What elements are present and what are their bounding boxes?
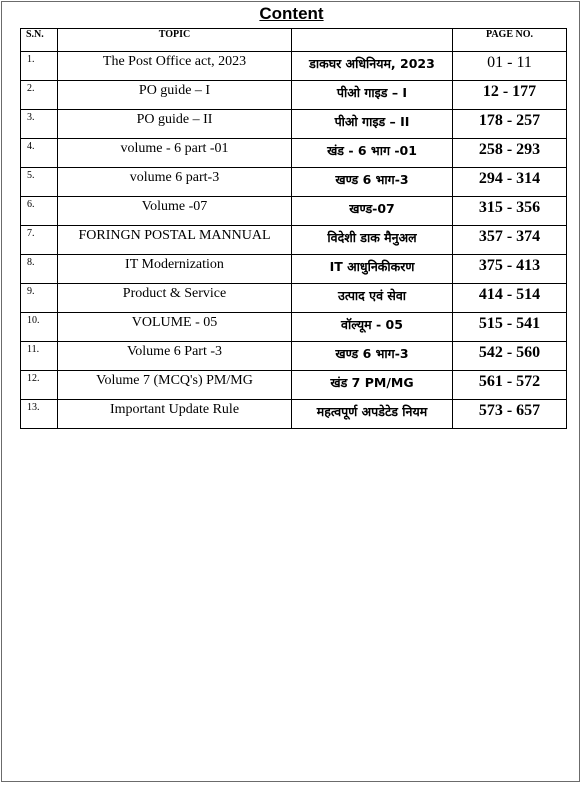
row-page-no: 12 - 177 (453, 81, 567, 110)
table-row (21, 81, 567, 110)
row-topic: Product & Service (58, 284, 292, 313)
row-hindi-topic: खण्ड 6 भाग-3 (292, 342, 453, 371)
table-row (21, 313, 567, 342)
row-page-no: 315 - 356 (453, 197, 567, 226)
row-topic: IT Modernization (58, 255, 292, 284)
row-page-no: 01 - 11 (453, 52, 567, 81)
table-row (21, 226, 567, 255)
row-page-no: 375 - 413 (453, 255, 567, 284)
page-title: Content (259, 4, 324, 23)
row-sn: 1. (21, 52, 58, 81)
row-sn: 10. (21, 313, 58, 342)
row-hindi-topic: खंड 7 PM/MG (292, 371, 453, 400)
table-row (21, 139, 567, 168)
row-page-no: 561 - 572 (453, 371, 567, 400)
table-row (21, 168, 567, 197)
row-hindi-topic: विदेशी डाक मैनुअल (292, 226, 453, 255)
row-sn: 7. (21, 226, 58, 255)
row-page-no: 178 - 257 (453, 110, 567, 139)
row-hindi-topic: पीओ गाइड – II (292, 110, 453, 139)
row-topic: Important Update Rule (58, 400, 292, 429)
row-hindi-topic: IT आधुनिकीकरण (292, 255, 453, 284)
row-sn: 2. (21, 81, 58, 110)
row-topic: PO guide – I (58, 81, 292, 110)
row-sn: 11. (21, 342, 58, 371)
row-hindi-topic: पीओ गाइड – I (292, 81, 453, 110)
row-hindi-topic: खण्ड 6 भाग-3 (292, 168, 453, 197)
row-page-no: 357 - 374 (453, 226, 567, 255)
row-topic: volume 6 part-3 (58, 168, 292, 197)
row-sn: 4. (21, 139, 58, 168)
row-topic: Volume -07 (58, 197, 292, 226)
row-hindi-topic: उत्पाद एवं सेवा (292, 284, 453, 313)
row-page-no: 573 - 657 (453, 400, 567, 429)
row-sn: 12. (21, 371, 58, 400)
row-sn: 8. (21, 255, 58, 284)
header-hindi (292, 29, 453, 52)
table-row (21, 342, 567, 371)
row-topic: The Post Office act, 2023 (58, 52, 292, 81)
row-page-no: 414 - 514 (453, 284, 567, 313)
header-topic: TOPIC (58, 29, 292, 52)
row-topic: PO guide – II (58, 110, 292, 139)
row-hindi-topic: महत्वपूर्ण अपडेटेड नियम (292, 400, 453, 429)
row-topic: Volume 7 (MCQ's) PM/MG (58, 371, 292, 400)
row-topic: VOLUME - 05 (58, 313, 292, 342)
table-row (21, 371, 567, 400)
row-sn: 13. (21, 400, 58, 429)
row-page-no: 294 - 314 (453, 168, 567, 197)
table-row (21, 197, 567, 226)
row-sn: 9. (21, 284, 58, 313)
row-page-no: 542 - 560 (453, 342, 567, 371)
table-row (21, 52, 567, 81)
row-sn: 3. (21, 110, 58, 139)
table-row (21, 284, 567, 313)
table-row (21, 255, 567, 284)
row-topic: FORINGN POSTAL MANNUAL (58, 226, 292, 255)
contents-table (20, 28, 567, 429)
row-page-no: 258 - 293 (453, 139, 567, 168)
row-sn: 6. (21, 197, 58, 226)
table-row (21, 110, 567, 139)
header-sn: S.N. (21, 29, 58, 52)
header-page-no: PAGE NO. (453, 29, 567, 52)
row-page-no: 515 - 541 (453, 313, 567, 342)
header-row (21, 29, 567, 52)
row-hindi-topic: खण्ड-07 (292, 197, 453, 226)
row-hindi-topic: खंड - 6 भाग -01 (292, 139, 453, 168)
table-row (21, 400, 567, 429)
row-hindi-topic: वॉल्यूम - 05 (292, 313, 453, 342)
row-hindi-topic: डाकघर अधिनियम, 2023 (292, 52, 453, 81)
row-sn: 5. (21, 168, 58, 197)
row-topic: volume - 6 part -01 (58, 139, 292, 168)
row-topic: Volume 6 Part -3 (58, 342, 292, 371)
